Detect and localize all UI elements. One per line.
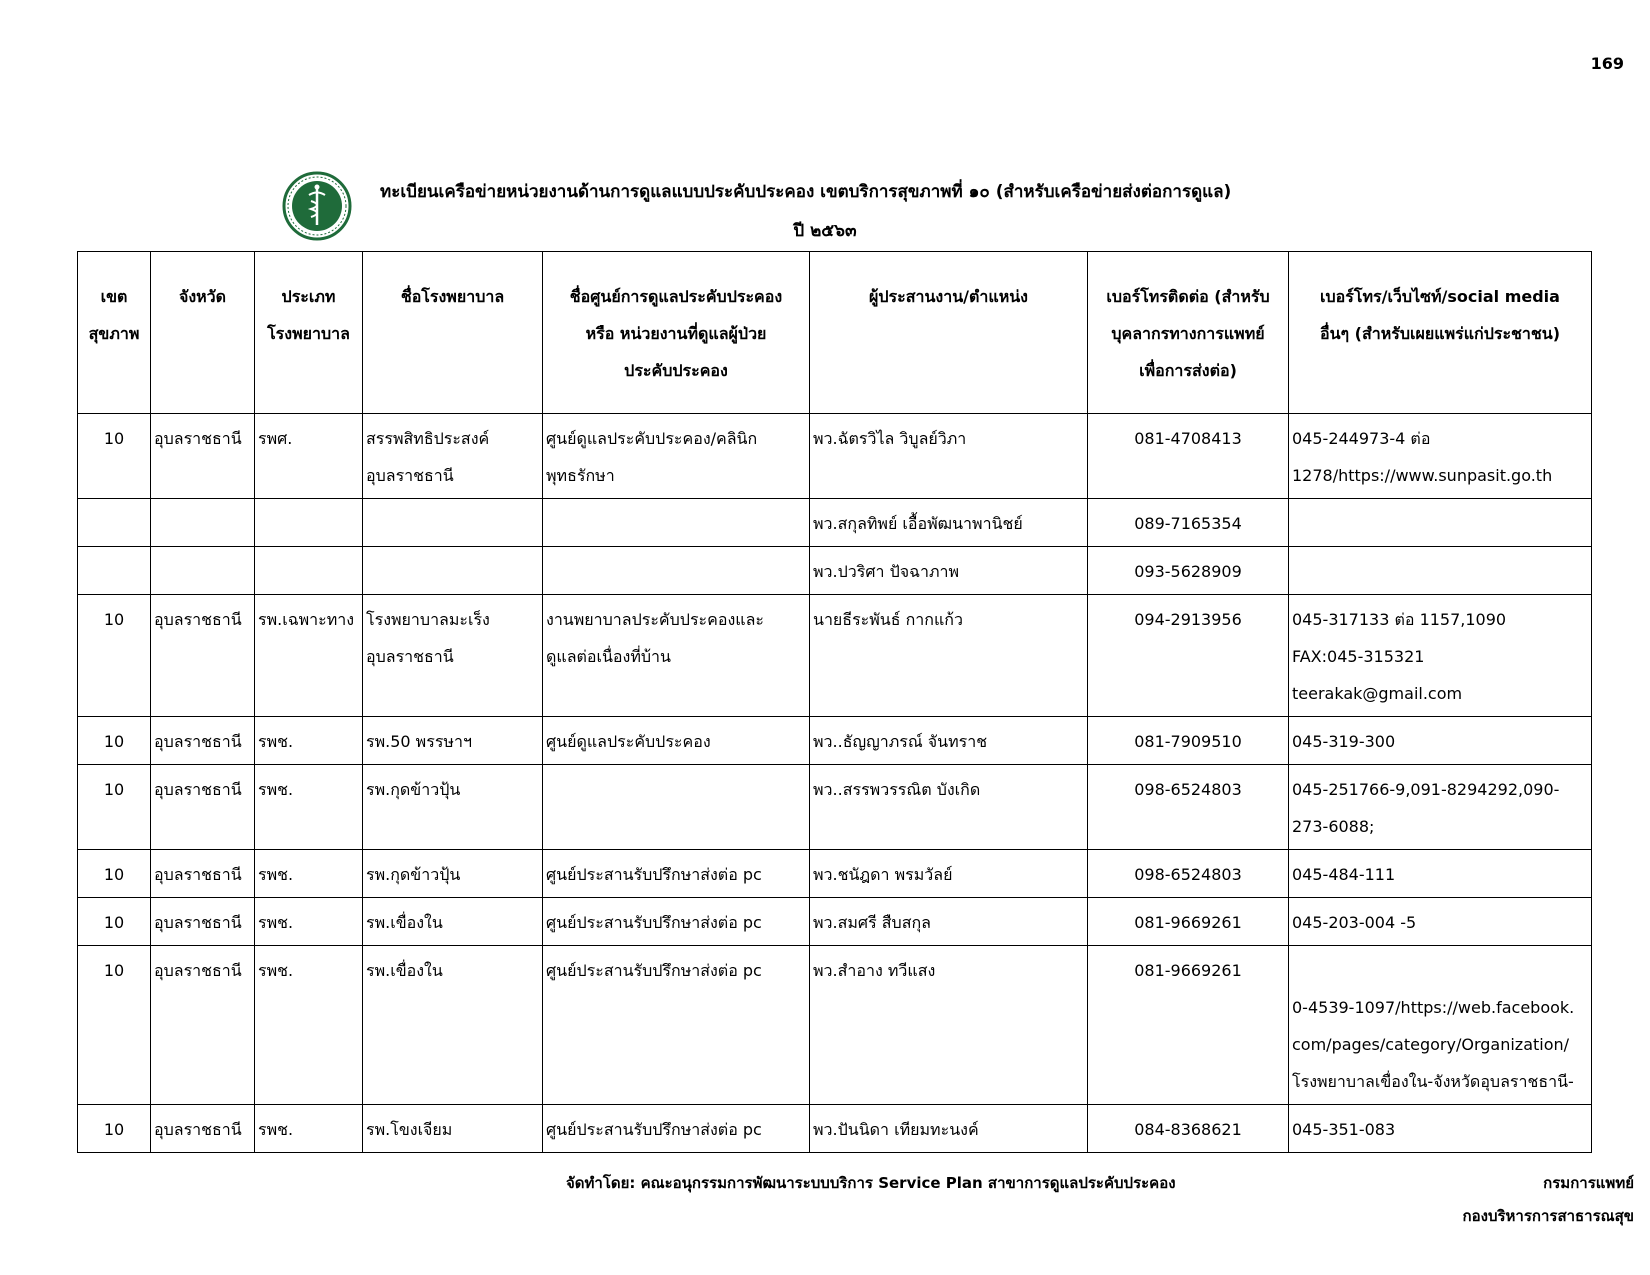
cell-line: นายธีระพันธ์ กากแก้ว xyxy=(813,610,963,629)
cell-public xyxy=(1289,414,1592,499)
registry-table xyxy=(77,251,1592,1153)
cell-province: อุบลราชธานี xyxy=(151,717,255,765)
cell-line xyxy=(546,771,806,808)
cell-line: โรงพยาบาลเขื่องใน-จังหวัดอุบลราชธานี- xyxy=(1292,1072,1574,1091)
column-header-line: ผู้ประสานงาน/ตำแหน่ง xyxy=(869,287,1028,306)
cell-line: ศูนย์ประสานรับปรึกษาส่งต่อ pc xyxy=(546,913,762,932)
table-row xyxy=(78,414,1592,499)
cell-coordinator xyxy=(810,1105,1088,1153)
column-header-line: บุคลากรทางการแพทย์ xyxy=(1111,324,1265,343)
cell-line: 045-251766-9,091-8294292,090- xyxy=(1292,780,1560,799)
column-header-line: ชื่อศูนย์การดูแลประคับประคอง xyxy=(569,287,783,306)
cell-type xyxy=(255,547,363,595)
column-header-line: อื่นๆ (สำหรับเผยแพร่แก่ประชาชน) xyxy=(1319,324,1561,343)
cell-province xyxy=(151,499,255,547)
cell-line: พว.ชนัฎดา พรมวัลย์ xyxy=(813,865,953,884)
cell-line xyxy=(546,553,806,590)
cell-coordinator xyxy=(810,765,1088,850)
cell-line: 273-6088; xyxy=(1292,817,1375,836)
table-body xyxy=(78,414,1592,1153)
cell-hospital xyxy=(363,717,543,765)
cell-public xyxy=(1289,1105,1592,1153)
cell-line: งานพยาบาลประคับประคองและ xyxy=(546,610,764,629)
cell-coordinator xyxy=(810,898,1088,946)
table-row xyxy=(78,850,1592,898)
cell-line: อุบลราชธานี xyxy=(366,647,454,666)
cell-coordinator xyxy=(810,946,1088,1105)
cell-line: 045-317133 ต่อ 1157,1090 xyxy=(1292,610,1507,629)
cell-phone: 081-7909510 xyxy=(1088,717,1289,765)
cell-line: 0-4539-1097/https://web.facebook. xyxy=(1292,998,1575,1017)
cell-coordinator xyxy=(810,414,1088,499)
cell-line: ศูนย์ประสานรับปรึกษาส่งต่อ pc xyxy=(546,865,762,884)
cell-type xyxy=(255,499,363,547)
page-number: 169 xyxy=(1590,54,1624,73)
cell-public xyxy=(1289,499,1592,547)
cell-zone: 10 xyxy=(78,595,151,717)
cell-hospital xyxy=(363,765,543,850)
column-header-line: ประคับประคอง xyxy=(624,361,728,380)
column-header-line: ชื่อโรงพยาบาล xyxy=(400,287,505,306)
cell-phone: 081-9669261 xyxy=(1088,946,1289,1105)
cell-line: พว.ฉัตรวิไล วิบูลย์วิภา xyxy=(813,429,967,448)
cell-coordinator xyxy=(810,595,1088,717)
column-header xyxy=(1289,252,1592,414)
cell-line: พว.ปวริศา ปัจฉาภาพ xyxy=(813,562,960,581)
footer-prepared-by: จัดทำโดย: คณะอนุกรรมการพัฒนาระบบบริการ Service Plan สาขาการดูแลประคับประคอง xyxy=(566,1174,1176,1192)
cell-zone: 10 xyxy=(78,898,151,946)
column-header-line: สุขภาพ xyxy=(88,324,140,343)
cell-public xyxy=(1289,717,1592,765)
cell-province xyxy=(151,547,255,595)
table-row xyxy=(78,765,1592,850)
table-row xyxy=(78,898,1592,946)
cell-zone: 10 xyxy=(78,1105,151,1153)
table-row xyxy=(78,1105,1592,1153)
cell-center xyxy=(543,850,810,898)
cell-hospital xyxy=(363,595,543,717)
cell-center xyxy=(543,765,810,850)
cell-line: ดูแลต่อเนื่องที่บ้าน xyxy=(546,647,671,666)
cell-type: รพช. xyxy=(255,946,363,1105)
cell-coordinator xyxy=(810,499,1088,547)
cell-zone: 10 xyxy=(78,717,151,765)
cell-line: พว.สมศรี สืบสกุล xyxy=(813,913,931,932)
cell-line: รพ.กุดข้าวปุ้น xyxy=(366,865,461,884)
cell-line: 045-351-083 xyxy=(1292,1120,1396,1139)
table-row xyxy=(78,946,1592,1105)
column-header xyxy=(78,252,151,414)
cell-center xyxy=(543,414,810,499)
column-header-line: จังหวัด xyxy=(178,287,227,306)
cell-line: รพ.เขื่องใน xyxy=(366,913,443,932)
table-row xyxy=(78,595,1592,717)
cell-line: พว..ธัญญาภรณ์ จันทราช xyxy=(813,732,988,751)
cell-public xyxy=(1289,898,1592,946)
column-header xyxy=(151,252,255,414)
cell-line: 045-203-004 -5 xyxy=(1292,913,1417,932)
cell-type: รพช. xyxy=(255,898,363,946)
cell-line: FAX:045-315321 xyxy=(1292,647,1425,666)
cell-line: teerakak@gmail.com xyxy=(1292,684,1463,703)
table-row xyxy=(78,547,1592,595)
cell-public xyxy=(1289,595,1592,717)
cell-zone xyxy=(78,547,151,595)
column-header-line: เพื่อการส่งต่อ) xyxy=(1139,361,1237,380)
cell-center xyxy=(543,547,810,595)
table-header-row xyxy=(78,252,1592,414)
column-header xyxy=(1088,252,1289,414)
cell-phone: 084-8368621 xyxy=(1088,1105,1289,1153)
cell-line: พว.สกุลทิพย์ เอื้อพัฒนาพานิชย์ xyxy=(813,514,1023,533)
cell-phone: 098-6524803 xyxy=(1088,765,1289,850)
cell-line: พว.ปันนิดา เทียมทะนงค์ xyxy=(813,1120,979,1139)
cell-phone: 093-5628909 xyxy=(1088,547,1289,595)
cell-line: พว..สรรพวรรณิต บังเกิด xyxy=(813,780,981,799)
cell-public xyxy=(1289,946,1592,1105)
footer-org-line-1: กรมการแพทย์ xyxy=(1543,1174,1634,1192)
cell-line xyxy=(1292,952,1588,989)
cell-line xyxy=(1292,553,1588,590)
cell-line xyxy=(366,553,539,590)
cell-line: รพ.เขื่องใน xyxy=(366,961,443,980)
cell-line: โรงพยาบาลมะเร็ง xyxy=(366,610,490,629)
cell-province: อุบลราชธานี xyxy=(151,414,255,499)
cell-hospital xyxy=(363,499,543,547)
cell-center xyxy=(543,499,810,547)
column-header-line: เบอร์โทร/เว็บไซท์/social media xyxy=(1320,287,1560,306)
cell-line: อุบลราชธานี xyxy=(366,466,454,485)
cell-coordinator xyxy=(810,547,1088,595)
column-header xyxy=(255,252,363,414)
cell-hospital xyxy=(363,946,543,1105)
table-row xyxy=(78,717,1592,765)
cell-type: รพศ. xyxy=(255,414,363,499)
cell-line: 045-319-300 xyxy=(1292,732,1396,751)
cell-phone: 081-9669261 xyxy=(1088,898,1289,946)
cell-line: ศูนย์ดูแลประคับประคอง/คลินิก xyxy=(546,429,758,448)
cell-center xyxy=(543,717,810,765)
cell-center xyxy=(543,1105,810,1153)
cell-line: พว.สำอาง ทวีแสง xyxy=(813,961,936,980)
cell-line: พุทธรักษา xyxy=(546,466,615,485)
column-header xyxy=(810,252,1088,414)
cell-line: ศูนย์ประสานรับปรึกษาส่งต่อ pc xyxy=(546,961,762,980)
cell-hospital xyxy=(363,1105,543,1153)
cell-province: อุบลราชธานี xyxy=(151,1105,255,1153)
cell-line: สรรพสิทธิประสงค์ xyxy=(366,429,490,448)
cell-line: รพ.โขงเจียม xyxy=(366,1120,453,1139)
cell-type: รพช. xyxy=(255,717,363,765)
document-title: ทะเบียนเครือข่ายหน่วยงานด้านการดูแลแบบประคับประคอง เขตบริการสุขภาพที่ ๑๐ (สำหรับเครือข่ายส่งต่อการดูแล) xyxy=(380,182,1232,202)
cell-public xyxy=(1289,547,1592,595)
cell-hospital xyxy=(363,898,543,946)
cell-zone: 10 xyxy=(78,414,151,499)
column-header xyxy=(363,252,543,414)
cell-public xyxy=(1289,850,1592,898)
cell-type: รพช. xyxy=(255,1105,363,1153)
cell-type: รพช. xyxy=(255,765,363,850)
cell-type: รพ.เฉพาะทาง xyxy=(255,595,363,717)
cell-center xyxy=(543,898,810,946)
cell-zone: 10 xyxy=(78,946,151,1105)
cell-phone: 094-2913956 xyxy=(1088,595,1289,717)
cell-province: อุบลราชธานี xyxy=(151,946,255,1105)
cell-line: com/pages/category/Organization/ xyxy=(1292,1035,1570,1054)
cell-coordinator xyxy=(810,717,1088,765)
cell-center xyxy=(543,946,810,1105)
cell-province: อุบลราชธานี xyxy=(151,898,255,946)
column-header xyxy=(543,252,810,414)
cell-phone: 098-6524803 xyxy=(1088,850,1289,898)
cell-line: ศูนย์ดูแลประคับประคอง xyxy=(546,732,711,751)
column-header-line: เขต xyxy=(100,287,128,306)
cell-zone: 10 xyxy=(78,765,151,850)
cell-line: รพ.กุดข้าวปุ้น xyxy=(366,780,461,799)
cell-hospital xyxy=(363,850,543,898)
cell-hospital xyxy=(363,547,543,595)
cell-line: 045-244973-4 ต่อ xyxy=(1292,429,1431,448)
document-year: ปี ๒๕๖๓ xyxy=(793,221,857,241)
cell-hospital xyxy=(363,414,543,499)
column-header-line: เบอร์โทรติดต่อ (สำหรับ xyxy=(1106,287,1270,306)
column-header-line: โรงพยาบาล xyxy=(267,324,350,343)
cell-line: 1278/https://www.sunpasit.go.th xyxy=(1292,466,1553,485)
cell-type: รพช. xyxy=(255,850,363,898)
cell-province: อุบลราชธานี xyxy=(151,595,255,717)
cell-province: อุบลราชธานี xyxy=(151,850,255,898)
cell-phone: 089-7165354 xyxy=(1088,499,1289,547)
footer-org-line-2: กองบริหารการสาธารณสุข xyxy=(1462,1207,1634,1225)
cell-public xyxy=(1289,765,1592,850)
column-header-line: ประเภท xyxy=(281,287,336,306)
cell-line: รพ.50 พรรษาฯ xyxy=(366,732,472,751)
cell-coordinator xyxy=(810,850,1088,898)
cell-center xyxy=(543,595,810,717)
column-header-line: หรือ หน่วยงานที่ดูแลผู้ป่วย xyxy=(585,324,767,343)
table-row xyxy=(78,499,1592,547)
cell-line xyxy=(366,505,539,542)
cell-line: 045-484-111 xyxy=(1292,865,1396,884)
cell-province: อุบลราชธานี xyxy=(151,765,255,850)
cell-zone xyxy=(78,499,151,547)
cell-zone: 10 xyxy=(78,850,151,898)
cell-line xyxy=(1292,505,1588,542)
cell-phone: 081-4708413 xyxy=(1088,414,1289,499)
cell-line xyxy=(546,505,806,542)
cell-line: ศูนย์ประสานรับปรึกษาส่งต่อ pc xyxy=(546,1120,762,1139)
